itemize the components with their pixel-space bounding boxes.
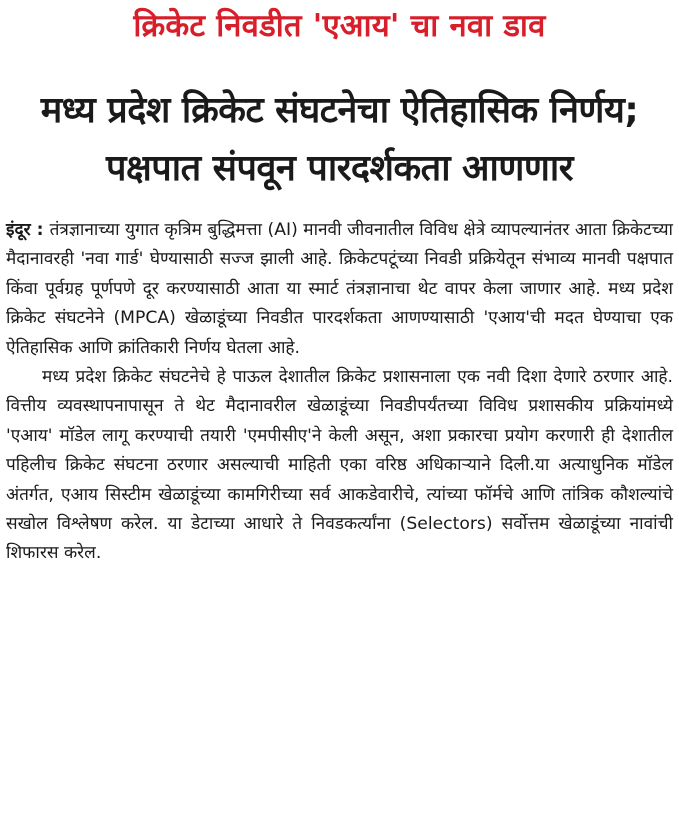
- article-dateline: इंदूर :: [6, 220, 50, 240]
- article-paragraph-1-text: तंत्रज्ञानाच्या युगात कृत्रिम बुद्धिमत्ता (AI) मानवी जीवनातील विविध क्षेत्रे व्यापल्यानंतर आता क्रिकेटच्या मैदानावरही 'नवा गार्ड' घेण्यासाठी सज्ज झाली आहे. क्रिकेटपटूंच्या निवडी प्रक्रियेतून संभाव्य मानवी पक्षपात किंवा पूर्वग्रह पूर्णपणे दूर करण्यासाठी आता या स्मार्ट तंत्रज्ञानाचा थेट वापर केला जाणार आहे. मध्य प्रदेश क्रिकेट संघटनेने (MPCA) खेळाडूंच्या निवडीत पारदर्शकता आणण्यासाठी 'एआय'ची मदत घेण्याचा एक ऐतिहासिक आणि क्रांतिकारी निर्णय घेतला आहे.: [6, 220, 674, 358]
- article-paragraph-1: [6, 216, 673, 363]
- article-headline: मध्य प्रदेश क्रिकेट संघटनेचा ऐतिहासिक निर्णय; पक्षपात संपवून पारदर्शकता आणणार: [40, 90, 639, 189]
- article-body: [6, 216, 673, 569]
- article-kicker: क्रिकेट निवडीत 'एआय' चा नवा डाव: [133, 8, 546, 44]
- article-paragraph-2: मध्य प्रदेश क्रिकेट संघटनेचे हे पाऊल देशातील क्रिकेट प्रशासनाला एक नवी दिशा देणारे ठरणार आहे. वित्तीय व्यवस्थापनापासून ते थेट मैदानावरील खेळाडूंच्या निवडीपर्यंतच्या विविध प्रशासकीय प्रक्रियांमध्ये 'एआय' मॉडेल लागू करण्याची तयारी 'एमपीसीए'ने केली असून, अशा प्रकारचा प्रयोग करणारी ही देशातील पहिलीच क्रिकेट संघटना ठरणार असल्याची माहिती एका वरिष्ठ अधिकाऱ्याने दिली.या अत्याधुनिक मॉडेल अंतर्गत, एआय सिस्टीम खेळाडूंच्या कामगिरीच्या सर्व आकडेवारीचे, त्यांच्या फॉर्मचे आणि तांत्रिक कौशल्यांचे सखोल विश्लेषण करेल. या डेटाच्या आधारे ते निवडकर्त्यांना (Selectors) सर्वोत्तम खेळाडूंच्या नावांची शिफारस करेल.: [6, 367, 673, 564]
